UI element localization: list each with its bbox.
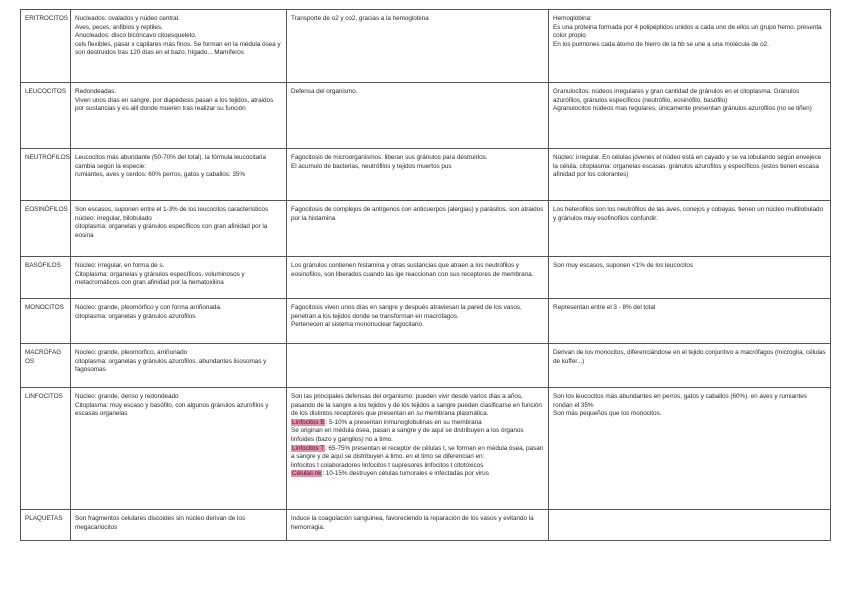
- text-line: Fagocitosis de microorganismos. liberan sus gránulos para destruirlos.: [291, 154, 488, 161]
- cell-name: [21, 344, 71, 388]
- cell-notes: [549, 388, 831, 510]
- table-row: [21, 299, 831, 344]
- cell-types-sheet: [20, 9, 830, 541]
- text-line: Redondeadas.: [75, 88, 116, 95]
- cell-notes: [549, 257, 831, 299]
- text-line: [291, 419, 544, 428]
- text-line: Son los leucocitos más abundantes en perros, gatos y caballos (60%). en aves y rumiantes rondan el 35%: [553, 393, 807, 409]
- cell-name: [21, 149, 71, 201]
- text-line: Núcleo: grande, denso y redondeado: [75, 393, 179, 400]
- text-line: Defensa del organismo.: [291, 88, 358, 95]
- row-label: MACRÓFAGOS: [25, 349, 62, 365]
- cell-function: [287, 83, 549, 149]
- table-row: [21, 257, 831, 299]
- text-line: Viven unos días en sangre, por diapédesis pasan a los tejidos, atraidos por sustancias y es allí donde mueren tras realizar su función: [75, 96, 274, 113]
- row-label: MONOCITOS: [25, 304, 64, 311]
- text-line: Son más pequeños que los monocitos.: [553, 410, 662, 418]
- row-label: PLAQUETAS: [25, 515, 63, 522]
- text-line: Leucocitos más abundante (50-70% del total). la fórmula leucocitaria cambia según la especie:: [75, 154, 266, 170]
- text-line: Anucleados: disco bicóncavo citoesqueleto.: [75, 32, 197, 40]
- cell-function: [287, 257, 549, 299]
- cell-name: [21, 299, 71, 344]
- table-row: [21, 344, 831, 388]
- text-line: citoplasma: organelas y gránulos azurofilos. abundantes lisosomas y fagosomas: [75, 357, 267, 374]
- cell-function: [287, 299, 549, 344]
- cell-morphology: [71, 10, 287, 83]
- text-line: linfocitos t colaboradores linfocitos t supresores linfocitos t citotóxicos: [291, 461, 484, 469]
- cell-morphology: [71, 388, 287, 510]
- text-line: Son fragmentos celulares discoides sin núcleo derivan de los megacariocitos: [75, 515, 246, 531]
- row-label: NEUTRÓFILOS: [25, 154, 70, 161]
- text-line: Es una proteina formada por 4 polipéptidos unidos a cada uno de ellos un grupo hemo. presenta color propio: [553, 23, 822, 40]
- cell-morphology: [71, 299, 287, 344]
- text-line: cels flexibles, pasar x capilares más finos. Se forman en la médula ósea y son destruidos tras 120 días en el bazo, hígado... Mamíferos: [75, 40, 281, 57]
- row-label: LINFOCITOS: [25, 393, 63, 400]
- cell-notes: [549, 344, 831, 388]
- row-label: EOSINÓFILOS: [25, 206, 68, 213]
- text-line: rumiantes, aves y cerdos: 60% perros, gatos y caballos: 35%: [75, 171, 246, 179]
- highlight-celulas-nk: Células nk: [292, 470, 322, 478]
- cell-name: [21, 388, 71, 510]
- cell-function: [287, 344, 549, 388]
- cell-notes: [549, 510, 831, 541]
- text-line: En los pulmones cada átomo de hierro de la hb se une a una molécula de o2.: [553, 40, 769, 48]
- cell-morphology: [71, 510, 287, 541]
- text-span: : 65-75% presentan el receptor de células t, se forman en médula ósea, pasan a sangre y de aquí se distribuyen a timo. en el timo se diferencian en:: [291, 444, 544, 461]
- table-row: [21, 388, 831, 510]
- cell-function: [287, 10, 549, 83]
- text-line: Citoplasma: muy escaso y basófilo, con algunos gránulos azurofilos y escasas organelas: [75, 401, 269, 418]
- text-line: Aves, peces, anfibios y reptiles.: [75, 23, 163, 31]
- text-line: Granulocitos: núdeos irregulares y gran cantidad de gránulos en el citoplasma. Gránulos azurófilos, gránulos específicos (neutrófilo, eosinófilo, basófilo): [553, 88, 800, 104]
- cell-name: [21, 201, 71, 257]
- highlight-linfocitos-b: Linfocitos B: [292, 418, 325, 426]
- cell-morphology: [71, 257, 287, 299]
- table-row: [21, 149, 831, 201]
- text-span: : 5-10% a presentan inmunoglobulinas en su membrana: [325, 418, 482, 426]
- cell-notes: [549, 201, 831, 257]
- text-line: Citoplasma: organelas y gránulos específicos, voluminosos y metacromáticos con gran afinidad por la hematoxilina: [75, 270, 245, 287]
- row-label: BASÓFILOS: [25, 262, 61, 269]
- text-line: [291, 470, 544, 479]
- text-line: Los heterofilos son los neutrófilos de las aves, conejos y cobayas. tienen un núcleo multilobulado y gránulos muy esofinofilos confundir.: [553, 206, 824, 222]
- cell-morphology: [71, 83, 287, 149]
- text-span: : 10-15% destruyen células tumorales e infectadas por virus: [322, 470, 489, 478]
- text-line: Los gránulos contienen histamina y otras sustancias que atraen a los neutrófilos y eosinofilos, son liberados cuando las ige reaccionan con sus receptores de membrana.: [291, 262, 534, 278]
- text-line: Son las principales defensas del organismo: pueden vivir desde varios días a años, pasando de la sangre a los tejidos y de los tejidos a sangre pueden clasificarse en función de los distintos receptores que presentan en su membrana plasmática.: [291, 393, 542, 418]
- cell-name: [21, 257, 71, 299]
- row-label: ERITROCITOS: [25, 15, 69, 22]
- text-line: Agranulocitos núdeos mas regulares, únicamente presentan gránulos azurofilos (no se tiñen): [553, 105, 812, 113]
- blood-cells-table: [20, 9, 831, 541]
- cell-function: [287, 388, 549, 510]
- row-label: LEUCOCITOS: [25, 88, 66, 95]
- text-line: Núcleo: grande, pleomórfico y con forma arriñonada.: [75, 304, 222, 311]
- text-line: Núcleo: irregular. En células jóvenes el núdeo está en cayado y se va lobulando según envejece la célula. citoplasma: organelas escasas. gránulos azurofilos y específicos (estos tienen escasa afinidad por los colorantes): [553, 154, 822, 179]
- cell-notes: [549, 10, 831, 83]
- text-line: Son escasos, suponen entre el 1-3% de los leucocitos característicos: [75, 206, 269, 213]
- cell-function: [287, 149, 549, 201]
- cell-name: [21, 83, 71, 149]
- text-line: El acumulo de bacterias, neutrófilos y tejidos muertos pus: [291, 162, 452, 170]
- text-line: Núcleo: irregular, en forma de s.: [75, 262, 165, 269]
- text-line: Representan entre el 3 - 8% del total: [553, 304, 656, 311]
- text-line: Transporte de o2 y co2, gracias a la hemoglobina: [291, 15, 429, 22]
- cell-notes: [549, 149, 831, 201]
- cell-morphology: [71, 149, 287, 201]
- cell-function: [287, 201, 549, 257]
- cell-name: [21, 10, 71, 83]
- cell-name: [21, 510, 71, 541]
- text-line: Derivan de los monocitos, diferenciándose en el tejido conjuntivo a macrófagos (microglía, células de kuffer...): [553, 349, 826, 365]
- text-line: Se originan en médula ósea, pasan a sangre y de aquí se distribuyen a los órganos linfoides (bazo y ganglios) no a timo.: [291, 427, 524, 443]
- text-line: Nucleados: ovalados y núdeo central.: [75, 15, 180, 22]
- text-line: citoplasma: organelas y gránulos azurofilos: [75, 312, 196, 320]
- text-line: citoplasma: organelas y gránulos específicos con gran afinidad por la eosina: [75, 223, 268, 239]
- text-line: Pertenecen al sistema mononuclear fagocitario.: [291, 321, 424, 329]
- text-line: Fagocitosis viven unos días en sangre y después atraviesan la pared de los vasos, penetran a los tejidos donde se transforman en macrófagos.: [291, 304, 522, 320]
- highlight-linfocitos-t: Linfocitos T: [292, 444, 324, 452]
- table-row: [21, 201, 831, 257]
- table-row: [21, 10, 831, 83]
- text-line: Induce la coagulación sanguinea, favoreciendo la reparación de los vasos y evitando la hemorragia.: [291, 515, 534, 531]
- text-line: Son muy escasos, suponen <1% de los leucocitos: [553, 262, 693, 269]
- table-row: [21, 83, 831, 149]
- table-row: [21, 510, 831, 541]
- text-line: Hemoglobina:: [553, 15, 592, 22]
- cell-morphology: [71, 201, 287, 257]
- text-line: Fagocitosis de complejos de antígenos con anticuerpos (alergias) y parásitos. son atraidos por la histamina: [291, 206, 544, 222]
- cell-notes: [549, 83, 831, 149]
- cell-function: [287, 510, 549, 541]
- text-line: núcleo: irregular, bilobulado: [75, 214, 152, 222]
- text-line: [291, 445, 544, 462]
- cell-morphology: [71, 344, 287, 388]
- text-line: Núcleo: grande, pleomorfico, arriñonado: [75, 349, 188, 356]
- cell-notes: [549, 299, 831, 344]
